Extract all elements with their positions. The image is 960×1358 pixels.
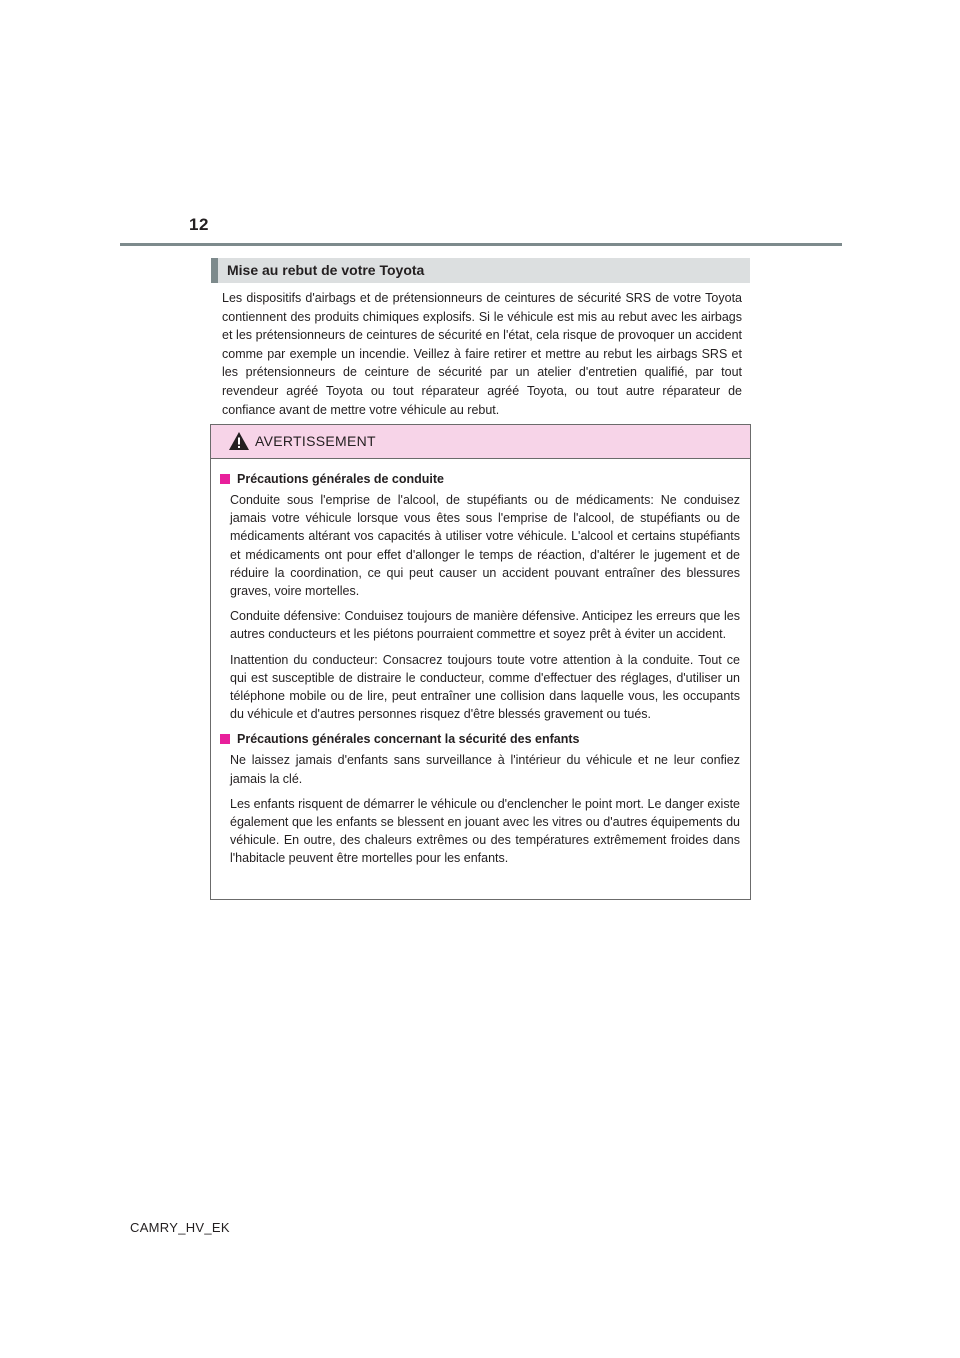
warning-box [210,424,751,900]
paragraph-defensive-driving: Conduite défensive: Conduisez toujours de manière défensive. Anticipez les erreurs que les autres conducteurs et les piétons pourraient commettre et soyez prêt à éviter un accident. [230,609,740,642]
section-heading [211,258,750,283]
subhead-text: Précautions générales de conduite [237,472,445,486]
paragraph-children-dangers: Les enfants risquent de démarrer le véhicule ou d'enclencher le point mort. Le danger existe également que les enfants se blessent en jouant avec les vitres ou d'autres équipements du véhicule. En outre, des chaleurs extrêmes ou des températures extrêmement froides dans l'habitacle peuvent être mortelles pour les enfants. [230,796,740,866]
warning-title: AVERTISSEMENT [255,433,376,449]
header-rule [120,243,842,246]
bullet-square-icon [220,474,230,484]
paragraph-alcohol: Conduite sous l'emprise de l'alcool, de stupéfiants ou de médicaments: Ne conduisez jamais votre véhicule lorsque vous êtes sous l'emprise de l'alcool, de stupéfiants ou de médicaments altérant vos capacités à utiliser votre véhicule. L'alcool et certains stupéfiants et médicaments ont pour effet d'allonger le temps de réaction, d'altérer le jugement et de réduire la coordination, ce qui peut causer un accident pouvant entraîner des blessures graves, voire mortelles. [230,493,740,599]
footer-model-code: CAMRY_HV_EK [130,1220,230,1235]
warning-subhead-children [218,730,740,748]
section-intro: Les dispositifs d'airbags et de prétensionneurs de ceintures de sécurité SRS de votre Toyota contiennent des produits chimiques explosifs. Si le véhicule est mis au rebut avec les airbags et les prétensionneurs de ceintures de sécurité en l'état, cela risque de provoquer un accident comme par exemple un incendie. Veillez à faire retirer et mettre au rebut les airbags SRS et les prétensionneurs de ceinture de sécurité par un atelier d'entretien qualifié, par tout revendeur agréé Toyota ou tout réparateur agréé Toyota, ou tout autre réparateur de confiance avant de mettre votre véhicule au rebut. [222,291,742,417]
warning-body [211,459,750,868]
page-number: 12 [189,215,209,234]
warning-header [211,425,750,459]
subhead-text: Précautions générales concernant la sécurité des enfants [237,732,580,747]
paragraph-driver-inattention: Inattention du conducteur: Consacrez toujours toute votre attention à la conduite. Tout ce qui est susceptible de distraire le conducteur, comme d'effectuer des réglages, d'utiliser un téléphone mobile ou de lire, peut entraîner une collision dans laquelle vous, les occupants du véhicule et d'autres personnes risquez d'être blessés gravement ou tués. [230,652,740,722]
bullet-square-icon [220,734,230,744]
warning-triangle-icon [228,431,250,451]
section-title: Mise au rebut de votre Toyota [227,262,425,278]
section-heading-bar [211,258,218,283]
warning-subhead-driving [218,470,740,488]
paragraph-children-unattended: Ne laissez jamais d'enfants sans surveillance à l'intérieur du véhicule et ne leur confiez jamais la clé. [230,753,740,786]
